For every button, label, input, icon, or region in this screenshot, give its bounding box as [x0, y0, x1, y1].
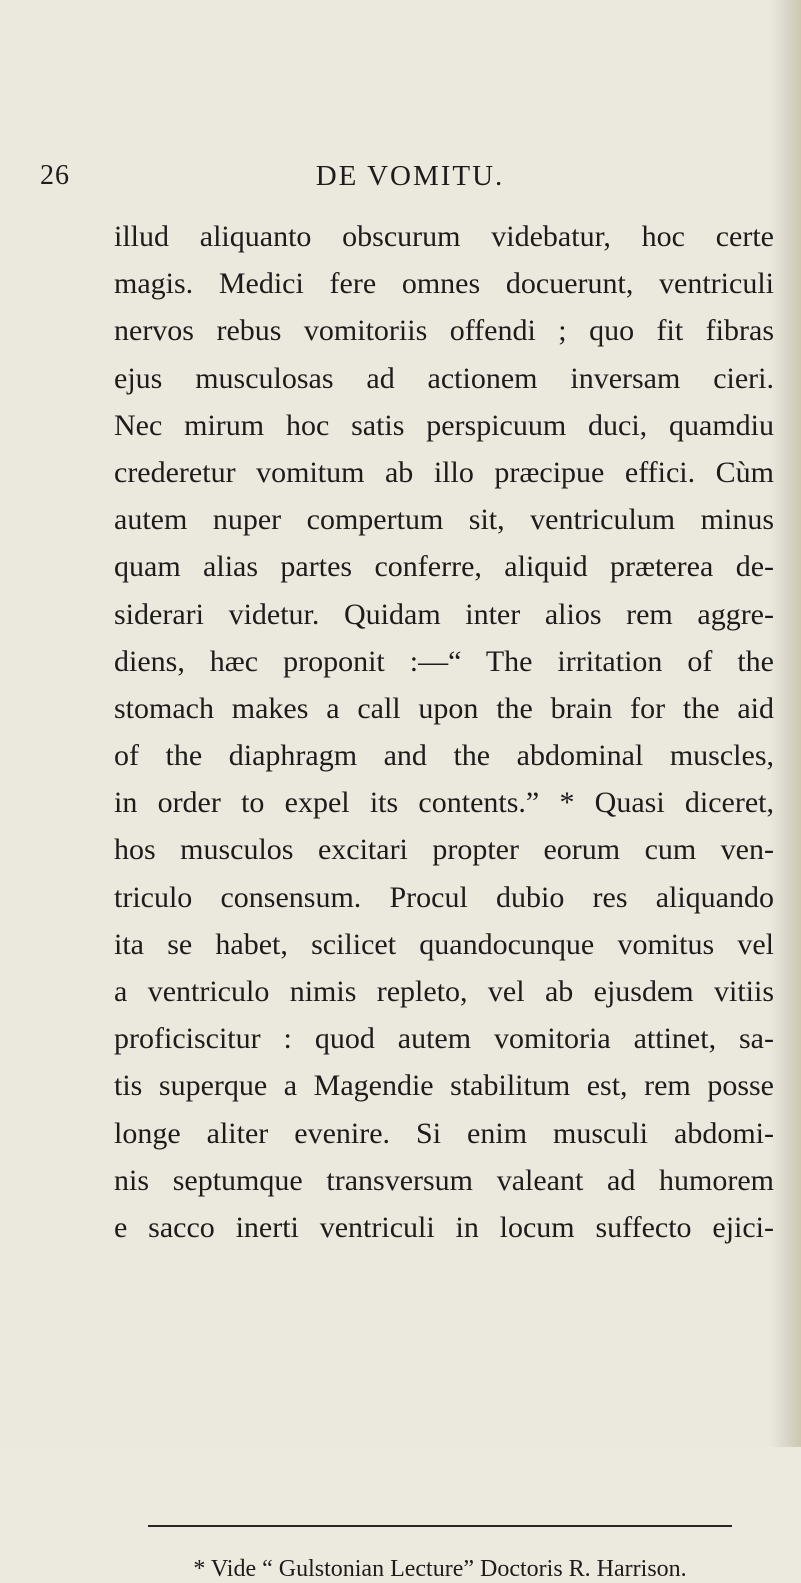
text-line: longe aliter evenire. Si enim musculi abdomi- — [114, 1116, 774, 1150]
text-line: hos musculos excitari propter eorum cum ven- — [114, 833, 774, 867]
text-line: magis. Medici fere omnes docuerunt, ventriculi — [114, 267, 774, 301]
text-line: illud aliquanto obscurum videbatur, hoc certe — [114, 220, 774, 253]
text-line: nis septumque transversum valeant ad humorem — [114, 1163, 774, 1197]
footnote-rule — [148, 1525, 732, 1527]
text-line: Nec mirum hoc satis perspicuum duci, quamdiu — [114, 408, 774, 442]
text-line: proficiscitur : quod autem vomitoria attinet, sa- — [114, 1022, 774, 1056]
text-line: a ventriculo nimis repleto, vel ab ejusdem vitiis — [114, 975, 774, 1008]
page-number: 26 — [40, 160, 70, 191]
page-header — [40, 160, 780, 200]
running-head: DE VOMITU. — [315, 160, 505, 192]
body-text — [114, 213, 774, 1251]
text-line: ejus musculosas ad actionem inversam cieri. — [114, 361, 774, 395]
text-line: nervos rebus vomitoriis offendi ; quo fit fibras — [114, 314, 774, 348]
text-line: e sacco inerti ventriculi in locum suffecto ejici- — [114, 1210, 774, 1244]
text-line: diens, hæc proponit :—“ The irritation of the — [114, 644, 774, 678]
text-line: ita se habet, scilicet quandocunque vomitus vel — [114, 927, 774, 961]
text-line: in order to expel its contents.” * Quasi diceret, — [114, 786, 774, 820]
text-line: of the diaphragm and the abdominal muscles, — [114, 739, 774, 773]
text-line: autem nuper compertum sit, ventriculum minus — [114, 503, 774, 537]
text-line: crederetur vomitum ab illo præcipue effici. Cùm — [114, 455, 774, 489]
text-line: quam alias partes conferre, aliquid præterea de- — [114, 550, 774, 584]
text-line: stomach makes a call upon the brain for the aid — [114, 691, 774, 725]
footnote: * Vide “ Gulstonian Lecture” Doctoris R. Harrison. — [193, 1556, 687, 1582]
text-line: tis superque a Magendie stabilitum est, rem posse — [114, 1069, 774, 1103]
text-line: siderari videtur. Quidam inter alios rem aggre- — [114, 597, 774, 631]
text-line: triculo consensum. Procul dubio res aliquando — [114, 880, 774, 914]
